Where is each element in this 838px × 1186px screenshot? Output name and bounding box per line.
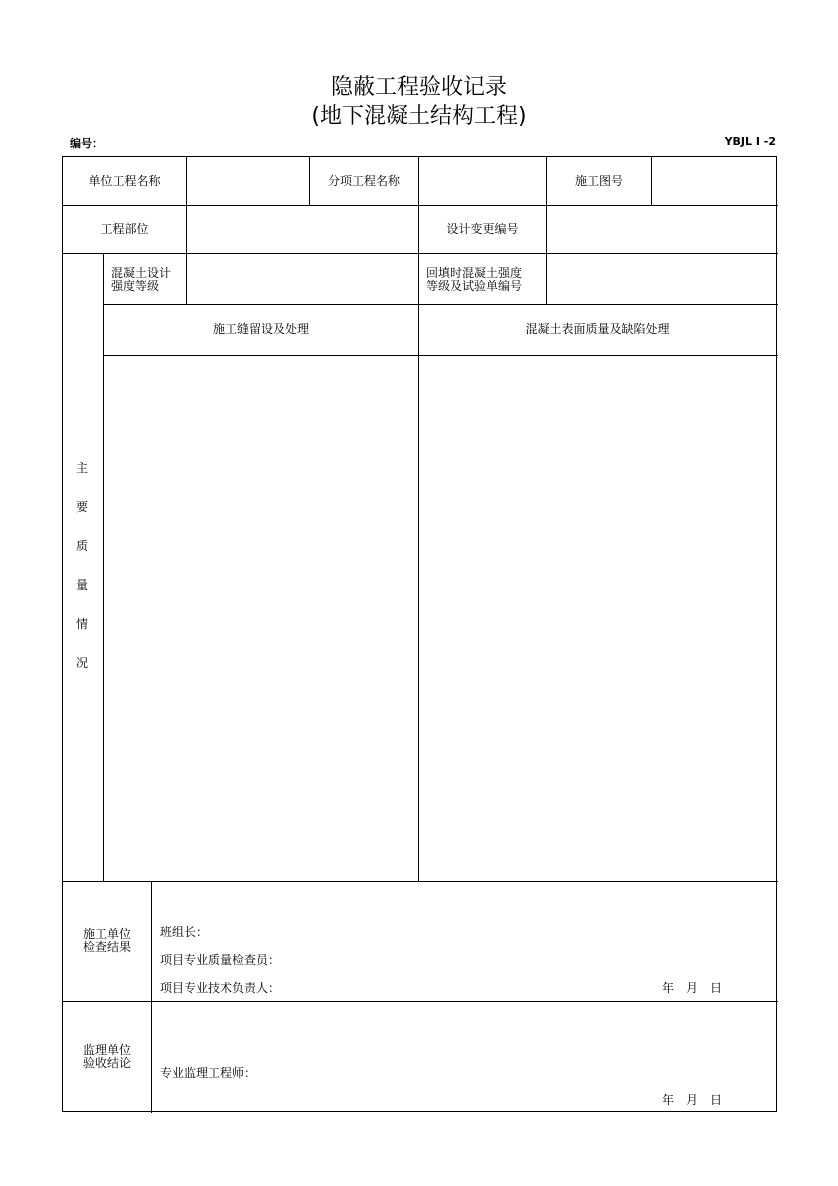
joint-header: 施工缝留设及处理 (212, 322, 309, 336)
supervision-engineer-label: 专业监理工程师： (160, 1066, 257, 1080)
unit-project-name-label: 单位工程名称 (88, 173, 161, 188)
side-char: 主 (75, 461, 88, 475)
drawing-number-field[interactable] (652, 157, 776, 205)
concrete-grade-field[interactable] (187, 253, 418, 304)
backfill-grade-label: 回填时混凝土强度 等级及试验单编号 (426, 266, 523, 293)
side-char: 要 (75, 500, 88, 514)
side-char: 量 (75, 578, 88, 592)
sub-project-name-label: 分项工程名称 (327, 173, 400, 188)
number-label: 编号： (70, 137, 103, 150)
side-char: 情 (75, 617, 88, 631)
backfill-grade-field[interactable] (547, 253, 776, 304)
joint-content-area[interactable] (104, 356, 418, 881)
construction-date: 年 月 日 (662, 981, 723, 995)
form-code: YBJL Ⅰ -2 (724, 135, 776, 148)
quality-side-label (63, 449, 103, 683)
project-part-field[interactable] (187, 205, 418, 253)
side-char: 况 (75, 656, 88, 670)
inspection-table (62, 156, 777, 1112)
sub-project-name-field[interactable] (419, 157, 546, 205)
side-char: 质 (75, 539, 88, 553)
project-part-label: 工程部位 (100, 221, 149, 236)
document-subtitle: (地下混凝土结构工程) (311, 104, 527, 129)
tech-leader-label: 项目专业技术负责人： (160, 981, 281, 995)
supervision-date: 年 月 日 (662, 1093, 723, 1107)
team-leader-label: 班组长： (160, 925, 209, 939)
design-change-label: 设计变更编号 (446, 221, 519, 236)
construction-unit-label: 施工单位 检查结果 (82, 927, 131, 954)
design-change-field[interactable] (547, 205, 776, 253)
concrete-grade-label: 混凝土设计 强度等级 (111, 266, 172, 293)
surface-header: 混凝土表面质量及缺陷处理 (525, 322, 670, 336)
drawing-number-label: 施工图号 (574, 173, 623, 188)
supervision-unit-label: 监理单位 验收结论 (82, 1043, 131, 1070)
document-title: 隐蔽工程验收记录 (330, 75, 507, 100)
surface-content-area[interactable] (419, 356, 776, 881)
quality-inspector-label: 项目专业质量检查员： (160, 953, 281, 967)
unit-project-name-field[interactable] (187, 157, 309, 205)
